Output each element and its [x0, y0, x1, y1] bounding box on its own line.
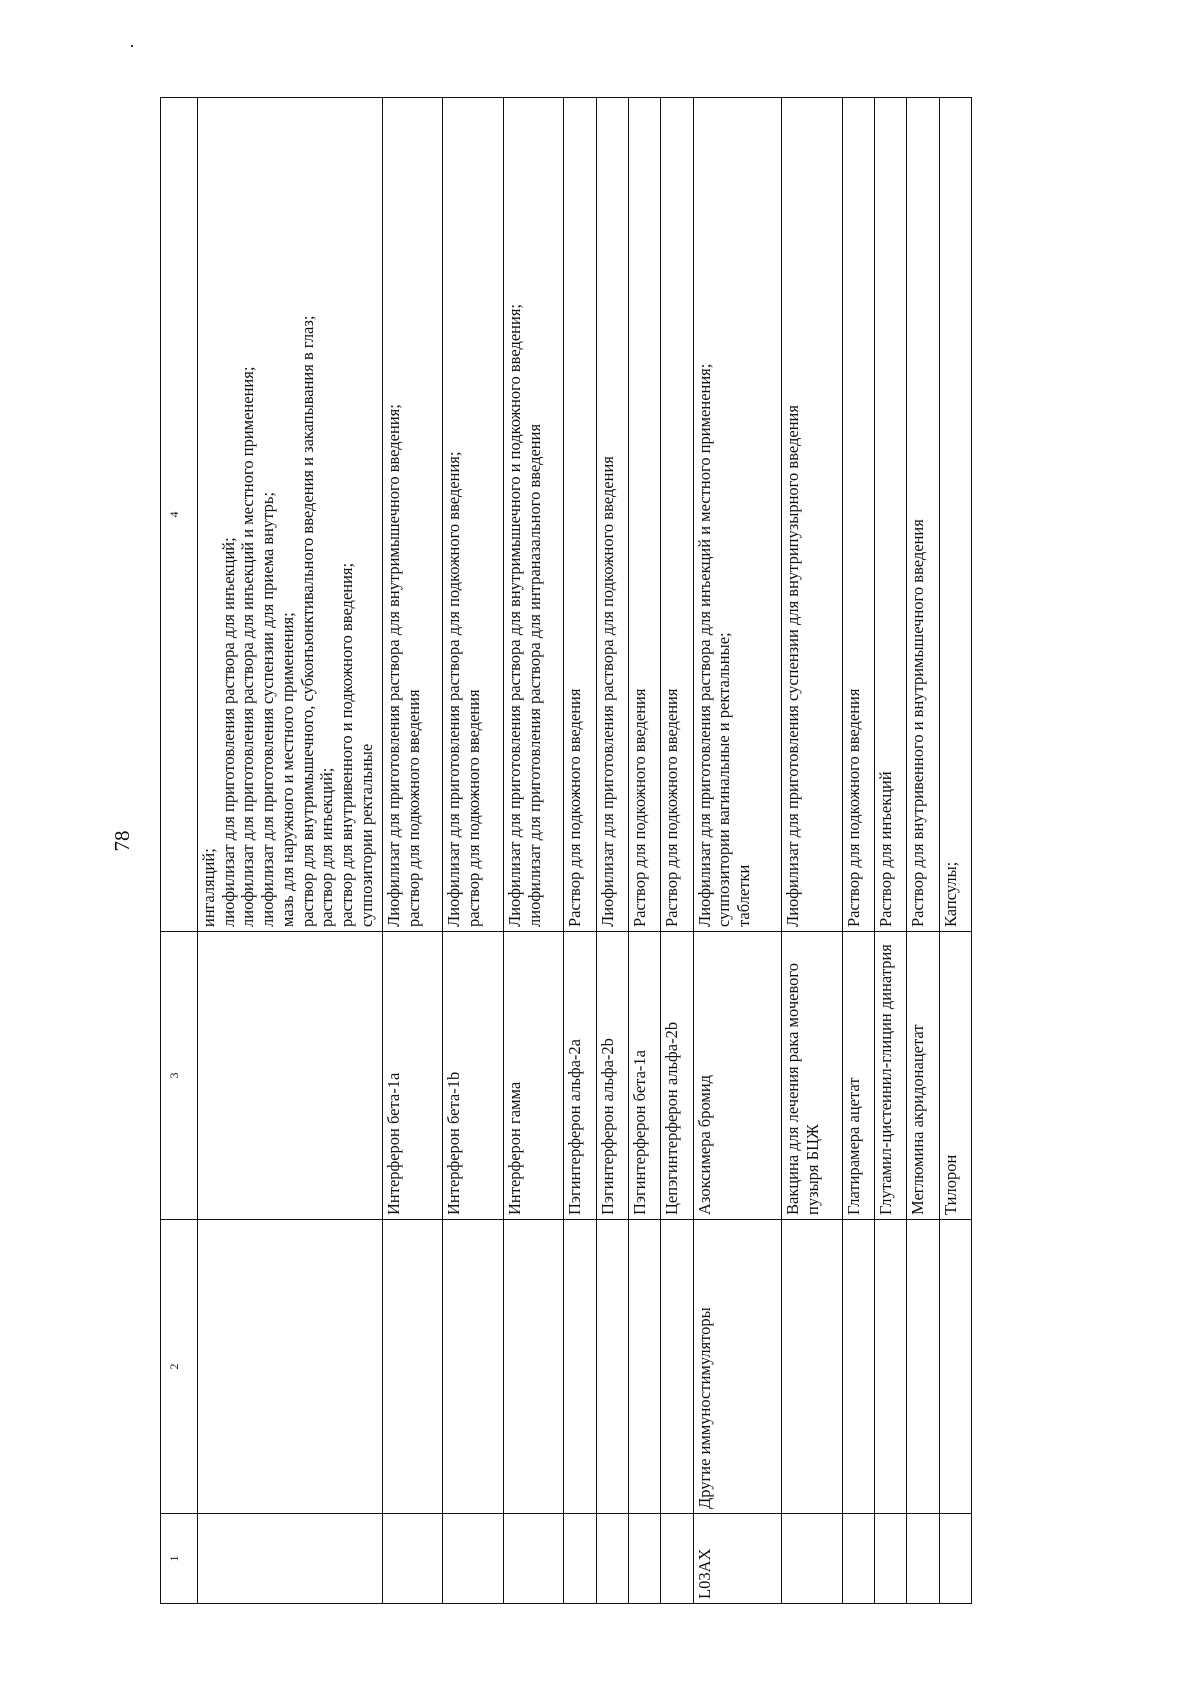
dosage-form-line: Капсулы;	[940, 861, 960, 927]
group-name-cell	[842, 1220, 874, 1514]
dosage-form-cell	[443, 98, 503, 932]
atc-code-cell	[443, 1514, 503, 1604]
table-row	[503, 98, 563, 1604]
dosage-form-line: Раствор для подкожного введения	[843, 688, 863, 927]
group-name-cell	[443, 1220, 503, 1514]
dosage-form-cell	[693, 98, 782, 932]
dosage-form-line: раствор для внутримышечного, субконъюнктивального введения и закапывания в глаз;	[297, 315, 317, 927]
drug-name-cell: Тилорон	[939, 932, 971, 1220]
dosage-form-line: суппозитории ректальные	[356, 743, 376, 927]
dosage-form-line: суппозитории вагинальные и ректальные;	[714, 632, 734, 927]
table-row	[383, 98, 443, 1604]
table-row	[907, 98, 939, 1604]
table-row	[939, 98, 971, 1604]
group-name-cell	[661, 1220, 693, 1514]
drug-name-cell: Пэгинтерферон бета-1a	[628, 932, 660, 1220]
atc-code-cell	[596, 1514, 628, 1604]
group-name-cell	[564, 1220, 596, 1514]
dosage-form-line: ингаляций;	[199, 848, 218, 927]
dosage-form-cell	[503, 98, 563, 932]
dosage-form-line: лиофилизат для приготовления суспензии для приема внутрь;	[258, 491, 278, 927]
group-name-cell	[907, 1220, 939, 1514]
drug-name-cell: Интерферон бета-1a	[383, 932, 443, 1220]
drug-name-cell: Интерферон гамма	[503, 932, 563, 1220]
dosage-form-cell	[564, 98, 596, 932]
dosage-form-line: лиофилизат для приготовления раствора для интраназального введения	[524, 423, 544, 927]
dosage-form-cell	[383, 98, 443, 932]
table-body	[198, 98, 972, 1604]
dosage-form-line: лиофилизат для приготовления раствора для инъекций;	[218, 537, 238, 927]
table-row	[874, 98, 906, 1604]
dosage-form-line: раствор для внутривенного и подкожного введения;	[336, 562, 356, 927]
dosage-form-line: Раствор для внутривенного и внутримышечного введения	[908, 519, 928, 927]
atc-code-cell	[661, 1514, 693, 1604]
atc-code-cell: L03AX	[693, 1514, 782, 1604]
group-name-cell	[628, 1220, 660, 1514]
dosage-form-line: Лиофилизат для приготовления раствора для подкожного введения;	[444, 451, 464, 927]
column-number: 4	[161, 98, 198, 932]
drug-name-cell: Вакцина для лечения рака мочевого пузыря БЦЖ	[782, 932, 842, 1220]
atc-code-cell	[842, 1514, 874, 1604]
atc-code-cell	[907, 1514, 939, 1604]
drug-name-cell: Глутамил-цистеинил-глицин динатрия	[874, 932, 906, 1220]
dosage-form-line: Лиофилизат для приготовления раствора для инъекций и местного применения;	[694, 363, 714, 927]
table-row	[693, 98, 782, 1604]
column-number: 2	[161, 1220, 198, 1514]
column-number: 3	[161, 932, 198, 1220]
dosage-form-cell	[939, 98, 971, 932]
dosage-form-line: Раствор для инъекций	[875, 771, 895, 927]
dosage-form-cell	[198, 98, 383, 932]
group-name-cell	[596, 1220, 628, 1514]
table-row	[842, 98, 874, 1604]
dosage-form-cell	[596, 98, 628, 932]
group-name-cell	[939, 1220, 971, 1514]
table-row	[661, 98, 693, 1604]
table-row	[443, 98, 503, 1604]
drug-name-cell: Цепэгинтерферон альфа-2b	[661, 932, 693, 1220]
drug-table	[160, 97, 972, 1604]
group-name-cell: Другие иммуностимуляторы	[693, 1220, 782, 1514]
dosage-form-line: Раствор для подкожного введения	[629, 688, 649, 927]
dosage-form-line: мазь для наружного и местного применения;	[277, 612, 297, 927]
group-name-cell	[503, 1220, 563, 1514]
dosage-form-cell	[782, 98, 842, 932]
atc-code-cell	[564, 1514, 596, 1604]
table-row	[596, 98, 628, 1604]
dosage-form-line: раствор для инъекций;	[317, 767, 337, 927]
drug-name-cell: Азоксимера бромид	[693, 932, 782, 1220]
drug-name-cell: Пэгинтерферон альфа-2b	[596, 932, 628, 1220]
page-number: 78	[110, 830, 134, 852]
atc-code-cell	[874, 1514, 906, 1604]
dosage-form-line: Лиофилизат для приготовления раствора для подкожного введения	[597, 456, 617, 927]
column-number-row	[161, 98, 198, 1604]
drug-name-cell	[198, 932, 383, 1220]
atc-code-cell	[628, 1514, 660, 1604]
group-name-cell	[198, 1220, 383, 1514]
table-row	[564, 98, 596, 1604]
group-name-cell	[874, 1220, 906, 1514]
dosage-form-line: Раствор для подкожного введения	[565, 688, 585, 927]
group-name-cell	[383, 1220, 443, 1514]
dosage-form-line: раствор для подкожного введения	[464, 689, 484, 927]
dosage-form-line: Лиофилизат для приготовления раствора для внутримышечного и подкожного введения;	[504, 303, 524, 927]
atc-code-cell	[782, 1514, 842, 1604]
atc-code-cell	[198, 1514, 383, 1604]
group-name-cell	[782, 1220, 842, 1514]
rotated-table-container	[160, 98, 972, 1604]
dosage-form-cell	[842, 98, 874, 932]
atc-code-cell	[383, 1514, 443, 1604]
dosage-form-line: Раствор для подкожного введения	[662, 688, 682, 927]
dosage-form-line: лиофилизат для приготовления раствора для инъекций и местного применения;	[238, 366, 258, 927]
drug-name-cell: Пэгинтерферон альфа-2a	[564, 932, 596, 1220]
table-row	[198, 98, 383, 1604]
dosage-form-line: таблетки	[734, 864, 754, 927]
dosage-form-line: раствор для подкожного введения	[403, 689, 423, 927]
dosage-form-line: Лиофилизат для приготовления раствора для внутримышечного введения;	[384, 404, 403, 927]
dosage-form-cell	[907, 98, 939, 932]
atc-code-cell	[939, 1514, 971, 1604]
atc-code-cell	[503, 1514, 563, 1604]
dosage-form-cell	[628, 98, 660, 932]
scan-speck	[131, 45, 133, 47]
column-number: 1	[161, 1514, 198, 1604]
dosage-form-cell	[661, 98, 693, 932]
table-row	[782, 98, 842, 1604]
drug-name-cell: Меглюмина акридонацетат	[907, 932, 939, 1220]
table-row	[628, 98, 660, 1604]
dosage-form-cell	[874, 98, 906, 932]
drug-name-cell: Интерферон бета-1b	[443, 932, 503, 1220]
dosage-form-line: Лиофилизат для приготовления суспензии для внутрипузырного введения	[783, 405, 803, 927]
drug-name-cell: Глатирамера ацетат	[842, 932, 874, 1220]
